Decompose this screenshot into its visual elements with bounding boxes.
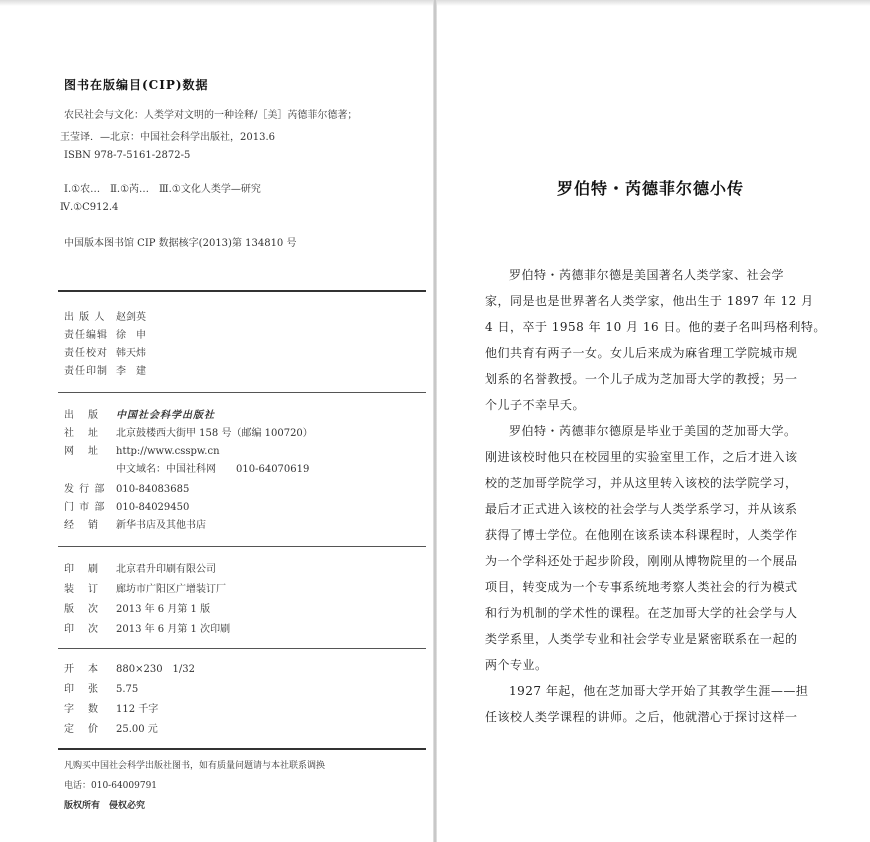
copyright-notice: 版权所有 侵权必究 bbox=[64, 801, 146, 811]
publisher-row: 出版 中国社会科学出版社 bbox=[64, 410, 215, 421]
text-line: 和行为机制的学术性的课程。在芝加哥大学的社会学与人 bbox=[485, 606, 798, 620]
staff-row: 责任校对 韩天炜 bbox=[64, 348, 146, 359]
cip-record-number: 中国版本图书馆 CIP 数据核字(2013)第 134810 号 bbox=[64, 238, 297, 249]
text-line: 家，同是也是世界著名人类学家，他出生于 1897 年 12 月 bbox=[485, 294, 814, 308]
sales-row: 门 市 部 010-84029450 bbox=[64, 502, 190, 513]
text-line: 他们共育有两子一女。女儿后来成为麻省理工学院城市规 bbox=[485, 346, 798, 360]
staff-row: 责任印制 李 建 bbox=[64, 366, 146, 377]
publisher-logo-text: 中国社会科学出版社 bbox=[116, 410, 215, 421]
divider bbox=[58, 392, 426, 393]
staff-row: 责任编辑 徐 申 bbox=[64, 330, 146, 341]
text-line: 1927 年起，他在芝加哥大学开始了其教学生涯——担 bbox=[509, 684, 809, 698]
cip-isbn: ISBN 978-7-5161-2872-5 bbox=[64, 150, 191, 161]
text-line: 刚进该校时他只在校园里的实验室里工作，之后才进入该 bbox=[485, 450, 798, 464]
sales-row: 发 行 部 010-84083685 bbox=[64, 484, 190, 495]
publisher-row: 社址 北京鼓楼西大街甲 158 号（邮编 100720） bbox=[64, 428, 313, 439]
spec-row: 字数 112 千字 bbox=[64, 704, 159, 715]
text-line: 获得了博士学位。在他刚在该系读本科课程时，人类学作 bbox=[485, 528, 798, 542]
price-row: 定价 25.00 元 bbox=[64, 724, 158, 735]
sales-row: 经销 新华书店及其他书店 bbox=[64, 520, 206, 531]
print-row: 装订 廊坊市广阳区广增装订厂 bbox=[64, 584, 226, 595]
quality-notice: 凡购买中国社会科学出版社图书，如有质量问题请与本社联系调换 bbox=[64, 761, 326, 771]
text-line: 任该校人类学课程的讲师。之后，他就潜心于探讨这样一 bbox=[485, 710, 798, 724]
cip-line: 农民社会与文化：人类学对文明的一种诠释/［美］芮德菲尔德著； bbox=[64, 110, 358, 121]
text-line: 校的芝加哥学院学习，并从这里转入该校的法学院学习， bbox=[485, 476, 798, 490]
divider bbox=[58, 748, 426, 750]
cip-classification: Ⅳ.①C912.4 bbox=[60, 202, 119, 213]
text-line: 划系的名誉教授。一个儿子成为芝加哥大学的教授；另一 bbox=[485, 372, 798, 386]
phone-notice: 电话：010-64009791 bbox=[64, 781, 158, 791]
text-line: 两个专业。 bbox=[485, 658, 548, 672]
spec-row: 印张 5.75 bbox=[64, 684, 139, 695]
biography-page bbox=[437, 0, 870, 842]
text-line: 罗伯特・芮德菲尔德原是毕业于美国的芝加哥大学。 bbox=[509, 424, 797, 438]
staff-row: 出 版 人 赵剑英 bbox=[64, 312, 146, 323]
divider bbox=[58, 546, 426, 547]
print-row: 印刷 北京君升印刷有限公司 bbox=[64, 564, 216, 575]
publisher-domain: 中文域名：中国社科网 010-64070619 bbox=[116, 464, 310, 475]
cip-line: Ⅰ.①农… Ⅱ.①芮… Ⅲ.①文化人类学—研究 bbox=[64, 184, 261, 195]
text-line: 个儿子不幸早夭。 bbox=[485, 398, 586, 412]
publisher-row: 网址 http://www.csspw.cn bbox=[64, 446, 220, 457]
cip-heading: 图书在版编目(CIP)数据 bbox=[64, 78, 209, 92]
copyright-page bbox=[0, 0, 432, 842]
spec-row: 开本 880×230 1/32 bbox=[64, 664, 196, 675]
text-line: 罗伯特・芮德菲尔德是美国著名人类学家、社会学 bbox=[509, 268, 785, 282]
text-line: 为一个学科还处于起步阶段，刚刚从博物院里的一个展品 bbox=[485, 554, 798, 568]
biography-title: 罗伯特・芮德菲尔德小传 bbox=[557, 179, 745, 198]
text-line: 最后才正式进入该校的社会学与人类学系学习，并从该系 bbox=[485, 502, 798, 516]
print-row: 版次 2013 年 6 月第 1 版 bbox=[64, 604, 211, 615]
cip-line: 王莹译．—北京：中国社会科学出版社，2013.6 bbox=[60, 132, 275, 143]
text-line: 项目，转变成为一个专事系统地考察人类社会的行为模式 bbox=[485, 580, 798, 594]
divider bbox=[58, 648, 426, 649]
text-line: 类学系里，人类学专业和社会学专业是紧密联系在一起的 bbox=[485, 632, 798, 646]
divider bbox=[58, 290, 426, 292]
print-row: 印次 2013 年 6 月第 1 次印刷 bbox=[64, 624, 231, 635]
text-line: 4 日，卒于 1958 年 10 月 16 日。他的妻子名叫玛格利特。 bbox=[485, 320, 826, 334]
